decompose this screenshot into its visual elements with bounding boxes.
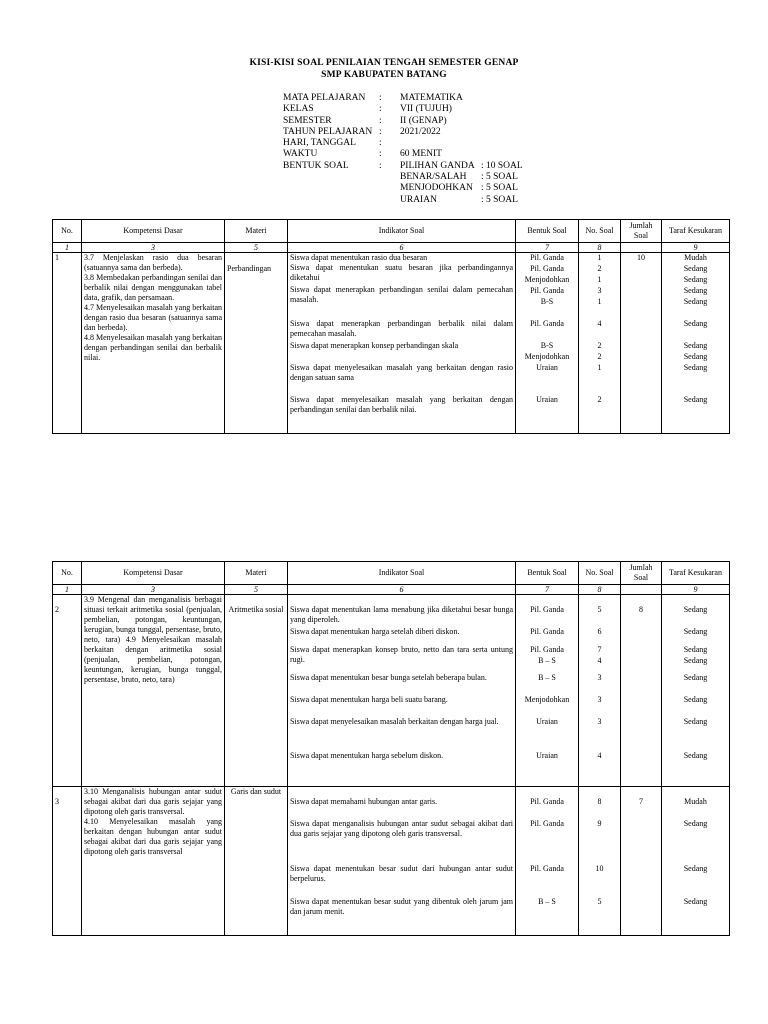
header-materi: Materi: [225, 562, 288, 585]
indicator-item: Siswa dapat menyelesaikan masalah yang berkaitan dengan perbandingan senilai dan berbalik nilai.: [290, 395, 513, 414]
nosoal-item: 1: [597, 297, 602, 306]
column-number-row: [53, 243, 730, 253]
bentuk-item: Uraian: [536, 717, 558, 726]
taraf-item: Sedang: [683, 717, 708, 726]
bentuk-count: : 5 SOAL: [481, 183, 518, 194]
nosoal-item: 8: [597, 797, 602, 806]
header-taraf: Taraf Kesukaran: [662, 562, 730, 585]
bentuk-item: B – S: [538, 897, 556, 906]
nosoal-item: 2: [597, 341, 602, 350]
info-colon: :: [379, 149, 382, 160]
indicator-item: Siswa dapat menentukan harga beli suatu barang.: [290, 695, 448, 704]
header-indikator: Indikator Soal: [288, 220, 516, 243]
column-number: 9: [662, 585, 730, 595]
bentuk-item: Pil. Ganda: [530, 605, 564, 614]
nomor-soal: [579, 787, 621, 936]
bentuk-item: Pil. Ganda: [530, 645, 564, 654]
taraf-item: Sedang: [683, 673, 708, 682]
nosoal-item: 3: [597, 717, 602, 726]
indicator-item: Siswa dapat menyelesaikan masalah berkaitan dengan harga jual.: [290, 717, 499, 726]
table-row: [53, 595, 730, 787]
header-materi: Materi: [225, 220, 288, 243]
header-jumlah: Jumlah Soal: [621, 220, 662, 243]
taraf-item: Sedang: [683, 656, 708, 665]
info-label: KELAS: [283, 104, 314, 115]
taraf-item: Sedang: [683, 297, 708, 306]
bentuk-name: PILIHAN GANDA: [400, 160, 475, 171]
indicator-item: Siswa dapat menentukan harga sebelum diskon.: [290, 751, 444, 760]
bentuk-item: Pil. Ganda: [530, 819, 564, 828]
header-taraf: Taraf Kesukaran: [662, 220, 730, 243]
header-indikator: Indikator Soal: [288, 562, 516, 585]
info-value: VII (TUJUH): [400, 104, 452, 115]
kompetensi-dasar: [82, 787, 225, 936]
column-number: 7: [516, 585, 579, 595]
nosoal-item: 2: [597, 395, 602, 404]
header-bentuk: Bentuk Soal: [516, 220, 579, 243]
header-no: No.: [53, 220, 82, 243]
taraf-item: Mudah: [684, 253, 707, 262]
bentuk-name: BENAR/SALAH: [400, 172, 467, 183]
column-number: 6: [288, 585, 516, 595]
indicator-item: Siswa dapat menentukan rasio dua besaran: [290, 253, 428, 262]
column-number: 1: [53, 243, 82, 253]
header-nosoal: No. Soal: [579, 562, 621, 585]
info-value: II (GENAP): [400, 115, 447, 126]
header-kompetensi: Kompetensi Dasar: [82, 220, 225, 243]
info-colon: :: [379, 93, 382, 103]
taraf-item: Sedang: [683, 264, 708, 273]
taraf-item: Sedang: [683, 341, 708, 350]
bentuk-item: B-S: [540, 297, 554, 306]
taraf-kesukaran: [662, 253, 730, 434]
taraf-item: Sedang: [683, 352, 708, 361]
taraf-item: Sedang: [683, 605, 708, 614]
info-value: MATEMATIKA: [400, 93, 463, 103]
taraf-item: Sedang: [683, 275, 708, 284]
kd-item: 4.8 Menyelesaikan masalah yang berkaitan dengan perbandingan senilai dan berbalik nilai.: [84, 333, 222, 362]
info-colon: :: [379, 126, 382, 137]
indikator-soal: [288, 595, 516, 787]
bentuk-count: : 5 SOAL: [481, 194, 518, 205]
nomor-soal: [579, 253, 621, 434]
column-number: 8: [579, 585, 621, 595]
bentuk-item: Uraian: [536, 395, 558, 404]
indicator-item: Siswa dapat menentukan lama menabung jika diketahui besar bunga yang diperoleh.: [290, 605, 513, 624]
taraf-item: Sedang: [683, 363, 708, 372]
kd-item: 3.8 Membedakan perbandingan senilai dan berbalik nilai dengan menggunakan tabel data, grafik, dan persamaan.: [84, 273, 222, 302]
info-label: BENTUK SOAL: [283, 160, 349, 171]
indicator-item: Siswa dapat memahami hubungan antar garis.: [290, 797, 438, 806]
taraf-kesukaran: [662, 787, 730, 936]
kisi-table-1: [52, 219, 730, 434]
row-number: 1: [53, 253, 82, 434]
info-colon: :: [379, 104, 382, 115]
kd-item: 4.10 Menyelesaikan masalah yang berkaitan dengan hubungan antar sudut sebagai akibat dari dua garis sejajar yang dipotong oleh garis transversal: [84, 817, 222, 856]
kisi-table-2: [52, 561, 730, 936]
taraf-item: Mudah: [684, 797, 707, 806]
indicator-item: Siswa dapat menerapkan perbandingan senilai dalam pemecahan masalah.: [290, 285, 513, 304]
indicator-item: Siswa dapat menerapkan perbandingan berbalik nilai dalam pemecahan masalah.: [290, 319, 513, 338]
nosoal-item: 1: [597, 253, 602, 262]
column-number: 5: [225, 585, 288, 595]
nosoal-item: 6: [597, 627, 602, 636]
nosoal-item: 4: [597, 656, 602, 665]
nosoal-item: 1: [597, 363, 602, 372]
taraf-kesukaran: [662, 595, 730, 787]
header-jumlah: Jumlah Soal: [621, 562, 662, 585]
indicator-item: Siswa dapat menerapkan konsep bruto, netto dan tara serta untung rugi.: [290, 645, 513, 664]
row-number: 2: [53, 595, 82, 787]
indicator-item: Siswa dapat menentukan besar bunga setelah beberapa bulan.: [290, 673, 487, 682]
indikator-soal: [288, 787, 516, 936]
bentuk-item: B – S: [538, 673, 556, 682]
jumlah-soal: 8: [621, 595, 662, 787]
indicator-item: Siswa dapat menyelesaikan masalah yang berkaitan dengan rasio dengan satuan sama: [290, 363, 513, 382]
taraf-item: Sedang: [683, 819, 708, 828]
taraf-item: Sedang: [683, 627, 708, 636]
column-number: 3: [82, 243, 225, 253]
column-number: 9: [662, 243, 730, 253]
info-colon: :: [379, 115, 382, 126]
header-no: No.: [53, 562, 82, 585]
info-label: MATA PELAJARAN: [283, 93, 366, 103]
column-number-row: [53, 585, 730, 595]
header-kompetensi: Kompetensi Dasar: [82, 562, 225, 585]
bentuk-count: : 10 SOAL: [481, 160, 523, 171]
kompetensi-dasar: [82, 253, 225, 434]
bentuk-item: Pil. Ganda: [530, 797, 564, 806]
nosoal-item: 7: [597, 645, 602, 654]
jumlah-soal: 7: [621, 787, 662, 936]
table-row: [53, 787, 730, 936]
info-colon: :: [379, 138, 382, 149]
bentuk-item: Menjodohkan: [524, 275, 570, 284]
bentuk-item: Pil. Ganda: [530, 864, 564, 873]
bentuk-soal: [516, 787, 579, 936]
info-label: TAHUN PELAJARAN: [283, 126, 373, 137]
info-value: 2021/2022: [400, 126, 441, 137]
bentuk-soal: [516, 253, 579, 434]
bentuk-soal: [516, 595, 579, 787]
bentuk-item: Pil. Ganda: [530, 286, 564, 295]
bentuk-item: B-S: [540, 341, 554, 350]
nosoal-item: 5: [597, 605, 602, 614]
nosoal-item: 10: [595, 864, 604, 873]
bentuk-item: Pil. Ganda: [530, 264, 564, 273]
info-colon: :: [379, 160, 382, 171]
info-value: 60 MENIT: [400, 149, 442, 160]
nosoal-item: 3: [597, 673, 602, 682]
taraf-item: Sedang: [683, 319, 708, 328]
taraf-item: Sedang: [683, 897, 708, 906]
kd-item: 3.10 Menganalisis hubungan antar sudut sebagai akibat dari dua garis sejajar yang dipotong oleh garis transversal.: [84, 787, 222, 816]
kd-item: 3.7 Menjelaskan rasio dua besaran (satuannya sama dan berbeda).: [84, 253, 222, 272]
nosoal-item: 3: [597, 695, 602, 704]
info-label: WAKTU: [283, 149, 318, 160]
taraf-item: Sedang: [683, 645, 708, 654]
column-number: 5: [225, 243, 288, 253]
taraf-item: Sedang: [683, 751, 708, 760]
column-number: 7: [516, 243, 579, 253]
indikator-soal: [288, 253, 516, 434]
nosoal-item: 5: [597, 897, 602, 906]
taraf-item: Sedang: [683, 864, 708, 873]
indicator-item: Siswa dapat menentukan harga setelah diberi diskon.: [290, 627, 460, 636]
indicator-item: Siswa dapat menentukan besar sudut dari hubungan antar sudut berpelurus.: [290, 864, 513, 883]
bentuk-item: B – S: [538, 656, 556, 665]
materi: Perbandingan: [225, 253, 288, 434]
bentuk-item: Pil. Ganda: [530, 319, 564, 328]
row-number: 3: [53, 787, 82, 936]
column-number: [621, 243, 662, 253]
taraf-item: Sedang: [683, 286, 708, 295]
bentuk-count: : 5 SOAL: [481, 172, 518, 183]
indicator-item: Siswa dapat menganalisis hubungan antar sudut sebagai akibat dari dua garis sejajar yang dipotong oleh garis transversal.: [290, 819, 513, 838]
nosoal-item: 1: [597, 275, 602, 284]
document-title: KISI-KISI SOAL PENILAIAN TENGAH SEMESTER GENAP: [249, 58, 519, 68]
kd-item: 4.7 Menyelesaikan masalah yang berkaitan dengan rasio dua besaran (satuannya sama dan berbeda).: [84, 303, 222, 332]
column-number: 3: [82, 585, 225, 595]
bentuk-name: URAIAN: [400, 194, 437, 205]
bentuk-item: Uraian: [536, 363, 558, 372]
bentuk-item: Pil. Ganda: [530, 253, 564, 262]
taraf-item: Sedang: [683, 695, 708, 704]
column-number: 6: [288, 243, 516, 253]
indicator-item: Siswa dapat menentukan suatu besaran jika perbandingannya diketahui: [290, 263, 513, 282]
nosoal-item: 2: [597, 352, 602, 361]
nosoal-item: 3: [597, 286, 602, 295]
header-nosoal: No. Soal: [579, 220, 621, 243]
bentuk-item: Pil. Ganda: [530, 627, 564, 636]
column-number: 8: [579, 243, 621, 253]
column-number: 1: [53, 585, 82, 595]
indicator-item: Siswa dapat menentukan besar sudut yang dibentuk oleh jarum jam dan jarum menit.: [290, 897, 513, 916]
materi: Garis dan sudut: [225, 787, 288, 936]
materi: Aritmetika sosial: [225, 595, 288, 787]
table-header-row: [53, 562, 730, 585]
info-label: HARI, TANGGAL: [283, 138, 356, 149]
bentuk-name: MENJODOHKAN: [400, 183, 473, 194]
indicator-item: Siswa dapat menerapkan konsep perbandingan skala: [290, 341, 459, 350]
nosoal-item: 4: [597, 751, 602, 760]
column-number: [621, 585, 662, 595]
taraf-item: Sedang: [683, 395, 708, 404]
nosoal-item: 4: [597, 319, 602, 328]
bentuk-item: Menjodohkan: [524, 695, 570, 704]
header-bentuk: Bentuk Soal: [516, 562, 579, 585]
table-header-row: [53, 220, 730, 243]
nomor-soal: [579, 595, 621, 787]
kompetensi-dasar: 3.9 Mengenal dan menganalisis berbagai situasi terkait aritmetika sosial (penjualan, pembelian, potongan, keuntungan, kerugian, bunga tunggal, persentase, bruto, neto, tara) 4.9 Menyelesaikan masalah berkaitan dengan aritmetika sosial (penjualan, pembelian, potongan, keuntungan, kerugian, bunga tunggal, persentase, bruto, neto, tara): [82, 595, 225, 787]
info-label: SEMESTER: [283, 115, 332, 126]
jumlah-soal: 10: [621, 253, 662, 434]
bentuk-item: Menjodohkan: [524, 352, 570, 361]
nosoal-item: 2: [597, 264, 602, 273]
bentuk-item: Uraian: [536, 751, 558, 760]
nosoal-item: 9: [597, 819, 602, 828]
school-name: SMP KABUPATEN BATANG: [321, 70, 447, 80]
table-row: [53, 253, 730, 434]
